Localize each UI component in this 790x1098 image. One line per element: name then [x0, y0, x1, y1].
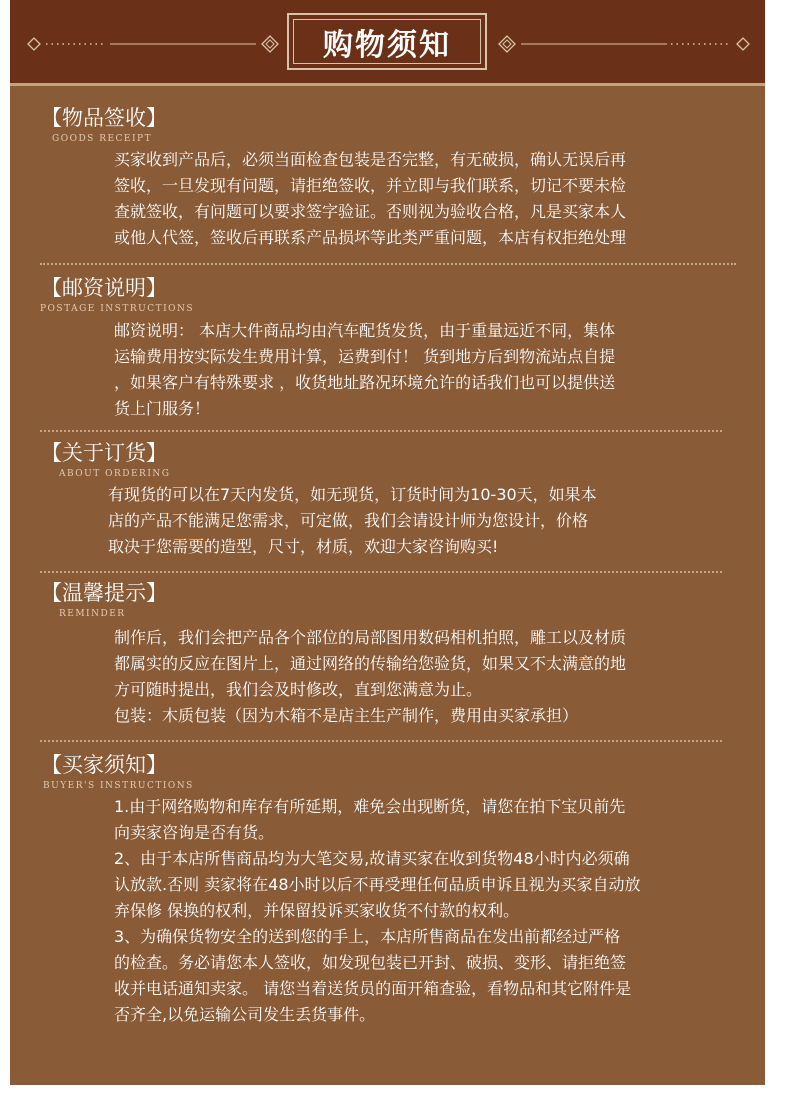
page-title: 购物须知 — [293, 19, 481, 64]
section-body-goods-receipt — [114, 147, 626, 251]
section-title-ordering: 【关于订货】 — [41, 441, 167, 465]
section-subtitle-goods-receipt: GOODS RECEIPT — [52, 134, 153, 144]
body-line: 3、为确保货物安全的送到您的手上，本店所售商品在发出前都经过严格 — [114, 927, 621, 946]
shopping-notice-page — [10, 0, 765, 1085]
section-subtitle-reminder: REMINDER — [59, 609, 126, 619]
section-separator — [40, 263, 736, 265]
header-divider — [10, 83, 765, 86]
body-line: 店的产品不能满足您需求，可定做，我们会请设计师为您设计，价格 — [108, 511, 589, 530]
section-body-reminder — [114, 625, 626, 729]
body-line: 买家收到产品后，必须当面检查包装是否完整，有无破损，确认无误后再 — [114, 150, 627, 169]
section-subtitle-buyer-instructions: BUYER'S INSTRUCTIONS — [43, 781, 194, 791]
body-line: 向卖家咨询是否有货。 — [114, 823, 275, 842]
body-line: 或他人代签，签收后再联系产品损坏等此类严重问题，本店有权拒绝处理 — [114, 228, 627, 247]
body-line: 运输费用按实际发生费用计算，运费到付！ 货到地方后到物流站点自提 — [114, 347, 616, 366]
body-line: 否齐全,以免运输公司发生丢货事件。 — [114, 1005, 376, 1024]
section-separator — [40, 740, 722, 742]
body-line: 查就签收，有问题可以要求签字验证。否则视为验收合格，凡是买家本人 — [114, 202, 627, 221]
body-line: 的检查。务必请您本人签收，如发现包装已开封、破损、变形、请拒绝签 — [114, 953, 627, 972]
body-line: 有现货的可以在7天内发货，如无现货，订货时间为10-30天，如果本 — [108, 485, 597, 504]
body-line: 邮资说明： 本店大件商品均由汽车配货发货，由于重量远近不同，集体 — [114, 321, 616, 340]
header-banner — [10, 0, 765, 83]
left-ornament-line — [10, 29, 290, 59]
section-title-goods-receipt: 【物品签收】 — [41, 106, 167, 130]
body-line: 认放款.否则 卖家将在48小时以后不再受理任何品质申诉且视为买家自动放 — [114, 875, 641, 894]
section-subtitle-ordering: ABOUT ORDERING — [59, 469, 171, 479]
body-line: 收并电话通知卖家。 请您当着送货员的面开箱查验，看物品和其它附件是 — [114, 979, 632, 998]
right-ornament-line — [487, 29, 767, 59]
section-separator — [40, 430, 722, 432]
section-title-buyer-instructions: 【买家须知】 — [41, 753, 167, 777]
section-separator — [40, 571, 722, 573]
body-line: 都属实的反应在图片上，通过网络的传输给您验货，如果又不太满意的地 — [114, 654, 627, 673]
body-line: 方可随时提出，我们会及时修改，直到您满意为止。 — [114, 680, 483, 699]
section-body-buyer-instructions — [114, 794, 641, 1028]
body-line: 1.由于网络购物和库存有所延期，难免会出现断货，请您在拍下宝贝前先 — [114, 797, 626, 816]
section-subtitle-postage: POSTAGE INSTRUCTIONS — [40, 304, 195, 314]
section-title-postage: 【邮资说明】 — [41, 276, 167, 300]
body-line: 2、由于本店所售商品均为大笔交易,故请买家在收到货物48小时内必须确 — [114, 849, 630, 868]
title-frame — [287, 13, 487, 70]
body-line: ，如果客户有特殊要求 ，收货地址路况环境允许的话我们也可以提供送 — [114, 373, 616, 392]
body-line: 制作后，我们会把产品各个部位的局部图用数码相机拍照，雕工以及材质 — [114, 628, 627, 647]
body-line: 签收，一旦发现有问题，请拒绝签收，并立即与我们联系，切记不要未检 — [114, 176, 627, 195]
section-body-postage — [114, 318, 615, 422]
section-body-ordering — [108, 482, 597, 560]
body-line: 弃保修 保换的权利，并保留投诉买家收货不付款的权利。 — [114, 901, 520, 920]
body-line: 货上门服务！ — [114, 399, 211, 418]
body-line: 取决于您需要的造型，尺寸，材质，欢迎大家咨询购买! — [108, 537, 499, 556]
body-line: 包装：木质包装（因为木箱不是店主生产制作，费用由买家承担） — [114, 706, 579, 725]
section-title-reminder: 【温馨提示】 — [41, 581, 167, 605]
